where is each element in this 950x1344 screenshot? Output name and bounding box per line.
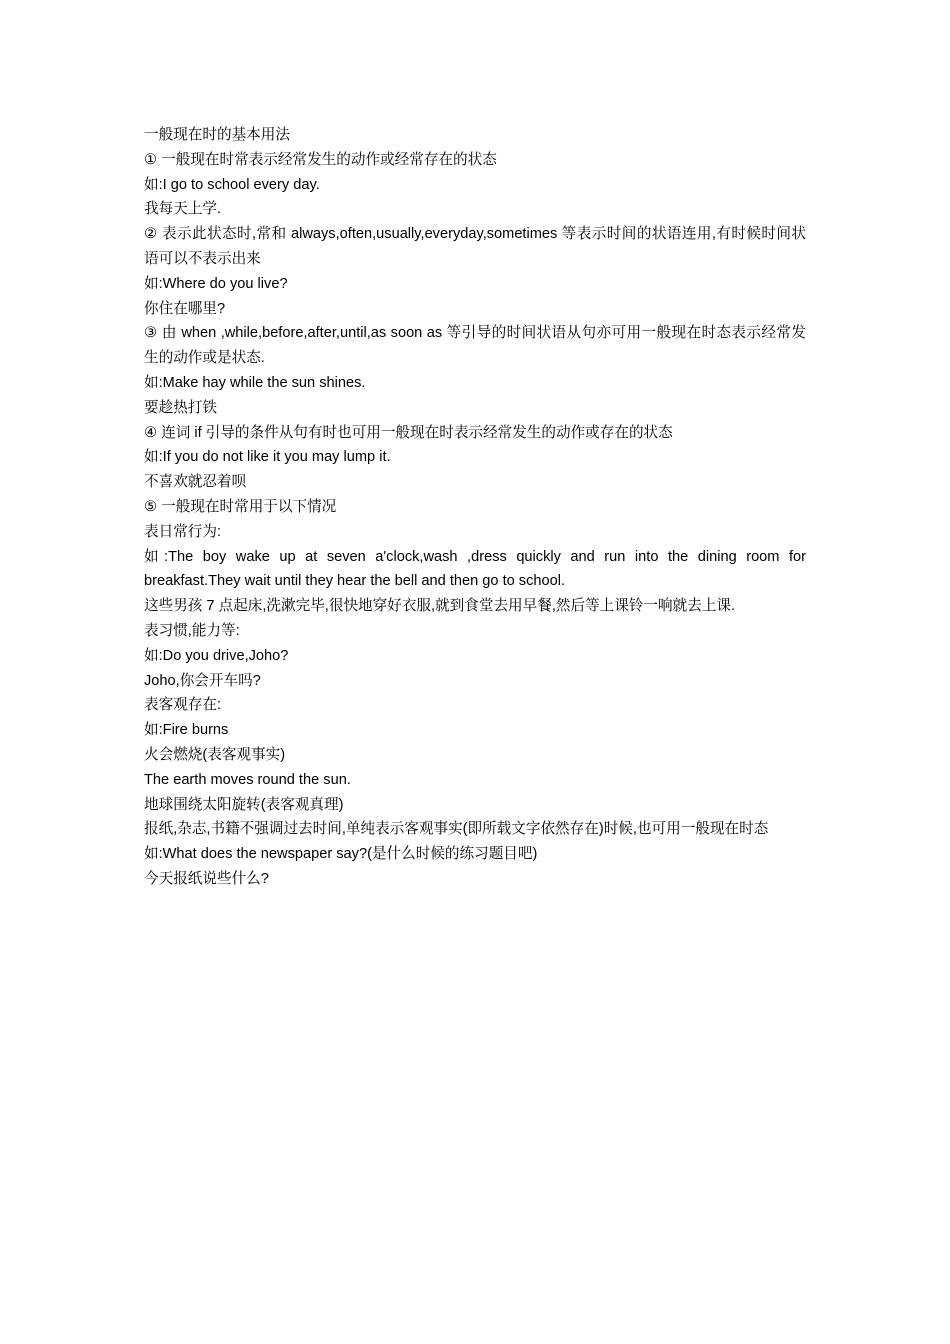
- example-english: 如:The boy wake up at seven a'clock,wash ,dress quickly and run into the dining room for breakfast.They wait until they hear the bell and then go to school.: [144, 548, 806, 590]
- example-english: 如:Fire burns: [144, 722, 229, 739]
- example-english: 如:What does the newspaper say?(是什么时候的练习题目吧): [144, 846, 538, 863]
- example-english: 如:I go to school every day.: [144, 176, 320, 193]
- usage-heading: 表客观存在:: [144, 697, 222, 714]
- rule-4: ④ 连词 if 引导的条件从句有时也可用一般现在时表示经常发生的动作或存在的状态: [144, 424, 673, 441]
- example-english: The earth moves round the sun.: [144, 771, 351, 788]
- example-chinese: 火会燃烧(表客观事实): [144, 746, 286, 763]
- usage-note: 报纸,杂志,书籍不强调过去时间,单纯表示客观事实(即所载文字依然存在)时候,也可用一般现在时态: [144, 821, 769, 838]
- rule-1: ① 一般现在时常表示经常发生的动作或经常存在的状态: [144, 151, 497, 168]
- usage-heading: 表习惯,能力等:: [144, 622, 240, 639]
- example-english: 如:Make hay while the sun shines.: [144, 374, 366, 391]
- example-english: 如:Where do you live?: [144, 275, 288, 292]
- example-english: 如:Do you drive,Joho?: [144, 647, 289, 664]
- rule-2: ② 表示此状态时,常和 always,often,usually,everyday,sometimes 等表示时间的状语连用,有时候时间状语可以不表示出来: [144, 226, 806, 267]
- document-body: [144, 123, 806, 892]
- example-chinese: 今天报纸说些什么?: [144, 870, 269, 887]
- example-english: 如:If you do not like it you may lump it.: [144, 449, 391, 466]
- example-chinese: Joho,你会开车吗?: [144, 672, 261, 689]
- example-chinese: 你住在哪里?: [144, 300, 226, 317]
- example-chinese: 不喜欢就忍着呗: [144, 474, 247, 491]
- example-chinese: 这些男孩 7 点起床,洗漱完毕,很快地穿好衣服,就到食堂去用早餐,然后等上课铃一响就去上课.: [144, 598, 736, 615]
- usage-heading: 表日常行为:: [144, 523, 222, 540]
- rule-3: ③ 由 when ,while,before,after,until,as soon as 等引导的时间状语从句亦可用一般现在时态表示经常发生的动作或是状态.: [144, 325, 806, 367]
- example-chinese: 要趁热打铁: [144, 399, 217, 416]
- rule-5: ⑤ 一般现在时常用于以下情况: [144, 498, 337, 515]
- example-chinese: 我每天上学.: [144, 201, 222, 218]
- example-chinese: 地球围绕太阳旋转(表客观真理): [144, 796, 344, 813]
- document-title: 一般现在时的基本用法: [144, 127, 290, 143]
